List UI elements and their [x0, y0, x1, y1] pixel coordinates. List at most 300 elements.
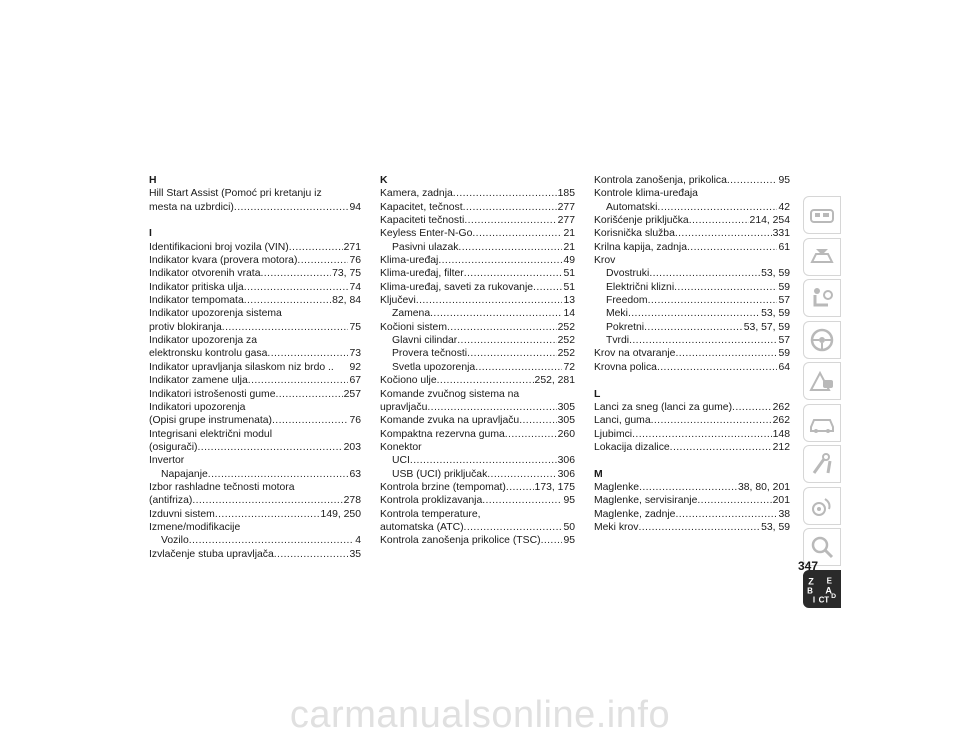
- index-entry: [380, 294, 575, 307]
- index-page-ref: 306: [557, 468, 575, 480]
- dot-leader: [267, 347, 348, 360]
- dot-leader: [248, 374, 349, 387]
- index-entry-text: mesta na uzbrdici): [149, 201, 234, 213]
- index-page-ref: 305: [557, 401, 575, 413]
- index-entry: [594, 241, 790, 254]
- index-entry: [149, 281, 361, 294]
- index-entry-heading: Komande zvučnog sistema na: [380, 388, 520, 400]
- tab-emergency[interactable]: [803, 362, 841, 400]
- phone-music-icon: [808, 493, 836, 519]
- index-page-ref: 173, 175: [534, 481, 575, 493]
- dot-leader: [467, 347, 557, 360]
- dot-leader: [472, 227, 562, 240]
- seat-controls-icon: [808, 285, 836, 311]
- dot-leader: [464, 214, 556, 227]
- index-entry-text: Kapacitet, tečnost: [380, 201, 463, 213]
- index-entry: [594, 441, 790, 454]
- index-page-ref: 214, 254: [749, 215, 790, 227]
- index-page-ref: 53, 59: [761, 268, 790, 280]
- dot-leader: [438, 254, 562, 267]
- index-page-ref: 51: [563, 281, 575, 293]
- index-page-ref: 252: [557, 321, 575, 333]
- index-entry-text: Lokacija dizalice: [594, 441, 670, 453]
- index-page-ref: 74: [349, 281, 361, 293]
- index-entry-text: Maglenke, zadnje: [594, 508, 676, 520]
- steering-wheel-icon: [808, 327, 836, 353]
- index-entry-text: Automatski: [606, 201, 658, 213]
- index-page-ref: 148: [772, 428, 790, 440]
- dot-leader: [463, 201, 557, 214]
- car-service-icon: [808, 410, 836, 436]
- dot-leader: [638, 521, 760, 534]
- index-entry: [594, 428, 790, 441]
- index-entry: [594, 174, 790, 187]
- index-entry: [149, 347, 361, 360]
- dot-leader: [275, 388, 342, 401]
- dot-leader: [649, 267, 760, 280]
- index-entry-text: Lanci za sneg (lanci za gume): [594, 401, 733, 413]
- index-entry-text: Pokretni: [606, 321, 645, 333]
- index-entry: [380, 428, 575, 441]
- index-entry-text: Korišćenje priključka: [594, 215, 689, 227]
- index-page-ref: 271: [343, 241, 361, 253]
- index-entry: [594, 307, 790, 320]
- index-spacer: [594, 374, 790, 387]
- dot-leader: [657, 361, 777, 374]
- index-entry-text: Kontrola zanošenja, prikolica: [594, 175, 727, 186]
- index-entry: [594, 361, 790, 374]
- index-entry: [149, 267, 361, 280]
- index-entry-text: Glavni cilindar: [392, 335, 458, 347]
- dot-leader: [453, 187, 557, 200]
- dot-leader: [272, 414, 348, 427]
- svg-text:C: C: [818, 595, 825, 604]
- index-entry-text: UCI: [392, 455, 410, 467]
- index-letter-heading: M: [594, 468, 603, 480]
- index-page-ref: 42: [778, 201, 790, 213]
- index-entry: [149, 494, 361, 507]
- dot-leader: [648, 294, 778, 307]
- dot-leader: [475, 361, 562, 374]
- index-page-ref: 94: [349, 201, 361, 213]
- svg-text:B: B: [807, 586, 813, 596]
- index-entry: [380, 481, 575, 494]
- index-entry: [594, 414, 790, 427]
- index-entry-text: Tvrdi: [606, 335, 630, 347]
- dot-leader: [541, 534, 563, 547]
- index-page-ref: 38: [778, 508, 790, 520]
- index-entry-text: Napajanje: [161, 468, 208, 480]
- dot-leader: [198, 441, 343, 454]
- index-entry: [149, 374, 361, 387]
- index-entry-text: Lanci, guma: [594, 415, 651, 427]
- tab-dashboard[interactable]: [803, 196, 841, 234]
- index-page-ref: 4: [355, 535, 361, 547]
- index-page-ref: 72: [563, 361, 575, 373]
- index-entry-text: Indikator otvorenih vrata: [149, 268, 261, 280]
- index-page-ref: 14: [563, 308, 575, 320]
- index-entry-text: Keyless Enter-N-Go: [380, 228, 473, 240]
- dot-leader: [651, 414, 772, 427]
- index-page-ref: 82, 84: [332, 295, 361, 307]
- index-entry: [149, 548, 361, 561]
- index-page-ref: 67: [349, 375, 361, 387]
- index-entry: [380, 321, 575, 334]
- index-page-ref: 277: [557, 201, 575, 213]
- svg-text:A: A: [825, 585, 833, 596]
- index-page-ref: 21: [563, 241, 575, 253]
- tab-alphabetical-index[interactable]: [803, 570, 841, 608]
- index-page-ref: 203: [343, 441, 361, 453]
- index-entry-text: Klima-uređaj: [380, 255, 439, 267]
- index-entry-text: Identifikacioni broj vozila (VIN): [149, 241, 289, 253]
- index-entry: [380, 227, 575, 240]
- dot-leader: [457, 334, 556, 347]
- index-entry: [380, 401, 575, 414]
- dot-leader: [689, 214, 749, 227]
- dot-leader: [464, 521, 563, 534]
- tab-service[interactable]: [803, 404, 841, 442]
- index-entry-text: Meki krov: [594, 521, 639, 533]
- index-page-ref: 61: [778, 241, 790, 253]
- dot-leader: [430, 307, 562, 320]
- index-entry: [380, 534, 575, 547]
- index-entry: [149, 361, 361, 374]
- index-entry-text: Krovna polica: [594, 361, 657, 373]
- svg-text:D: D: [831, 592, 837, 600]
- index-entry-heading: Konektor: [380, 441, 422, 453]
- dot-leader: [505, 428, 557, 441]
- index-entry: [149, 254, 361, 267]
- index-entry: [380, 414, 575, 427]
- index-letter-heading: H: [149, 175, 157, 186]
- index-entry-heading: Izmene/modifikacije: [149, 521, 241, 533]
- index-entry: [149, 534, 361, 547]
- index-entry-text: Kapaciteti tečnosti: [380, 215, 465, 227]
- dot-leader: [437, 374, 534, 387]
- index-entry-text: Indikator zamene ulja: [149, 375, 248, 387]
- index-entry-text: USB (UCI) priključak: [392, 468, 488, 480]
- dot-leader: [675, 508, 777, 521]
- index-entry: [594, 201, 790, 214]
- page-number: 347: [798, 559, 819, 573]
- index-entry-heading: Invertor: [149, 455, 185, 467]
- index-entry-text: Kontrola proklizavanja: [380, 495, 483, 507]
- index-entry: [594, 281, 790, 294]
- index-entry: [380, 307, 575, 320]
- index-entry-text: Izduvni sistem: [149, 508, 215, 520]
- dot-leader: [670, 441, 772, 454]
- dot-leader: [244, 281, 349, 294]
- index-page-ref: 75: [349, 321, 361, 333]
- dot-leader: [416, 294, 563, 307]
- index-entry-text: Dvostruki: [606, 268, 650, 280]
- index-entry: [149, 201, 361, 214]
- index-entry-text: (Opisi grupe instrumenata): [149, 415, 273, 427]
- index-entry: [380, 361, 575, 374]
- tab-tools[interactable]: [803, 445, 841, 483]
- index-entry: [149, 414, 361, 427]
- dot-leader: [447, 321, 557, 334]
- index-entry-text: Korisnička služba: [594, 228, 675, 240]
- index-entry: [380, 201, 575, 214]
- index-entry-text: Kočioni sistem: [380, 321, 447, 333]
- dot-leader: [482, 494, 562, 507]
- tab-multimedia[interactable]: [803, 487, 841, 525]
- index-page-ref: 35: [349, 548, 361, 560]
- index-page-ref: 95: [563, 535, 575, 547]
- index-page-ref: 73: [349, 348, 361, 360]
- index-entry-heading: Krov: [594, 255, 616, 267]
- dot-leader: [244, 294, 331, 307]
- svg-text:I: I: [812, 595, 816, 604]
- dot-leader: [674, 281, 777, 294]
- index-entry-heading: Indikatori upozorenja: [149, 401, 246, 413]
- index-page-ref: 252, 281: [534, 375, 575, 387]
- index-spacer: [594, 454, 790, 467]
- alphabet-index-icon: [806, 574, 838, 604]
- index-entry-heading: Integrisani električni modul: [149, 428, 273, 440]
- index-page-ref: 262: [772, 401, 790, 413]
- index-entry-text: Ljubimci: [594, 428, 633, 440]
- index-entry-heading: Indikator upozorenja za: [149, 335, 258, 347]
- index-entry-text: Indikator upravljanja silaskom niz brdo ..: [149, 361, 334, 373]
- index-page-ref: 331: [772, 228, 790, 240]
- index-letter-heading: K: [380, 175, 388, 186]
- index-entry: [149, 294, 361, 307]
- index-entry-text: Freedom: [606, 295, 648, 307]
- dot-leader: [675, 227, 772, 240]
- dot-leader: [697, 494, 771, 507]
- index-page-ref: 50: [563, 521, 575, 533]
- index-entry: [594, 508, 790, 521]
- dot-leader: [289, 241, 343, 254]
- index-page-ref: 21: [563, 228, 575, 240]
- index-entry: [380, 494, 575, 507]
- index-entry-text: Indikator pritiska ulja: [149, 281, 244, 293]
- dot-leader: [234, 201, 349, 214]
- index-page-ref: 51: [563, 268, 575, 280]
- index-entry-text: (antifriza): [149, 495, 193, 507]
- index-entry-text: Kontrola zanošenja prikolice (TSC): [380, 535, 541, 547]
- index-entry: [594, 347, 790, 360]
- index-entry-heading: Kontrola temperature,: [380, 508, 481, 520]
- index-entry-text: elektronsku kontrolu gasa: [149, 348, 268, 360]
- index-entry: [149, 508, 361, 521]
- tools-icon: [808, 451, 836, 477]
- index-entry: [594, 481, 790, 494]
- dot-leader: [189, 534, 354, 547]
- car-dashboard-icon: [808, 202, 836, 228]
- index-page-ref: 53, 59: [761, 521, 790, 533]
- index-column-2: [380, 174, 575, 548]
- dot-leader: [675, 347, 777, 360]
- index-entry: [380, 267, 575, 280]
- index-entry-text: Maglenke: [594, 481, 640, 493]
- index-entry-text: Indikator kvara (provera motora): [149, 255, 298, 267]
- dot-leader: [632, 428, 772, 441]
- index-page-ref: 306: [557, 455, 575, 467]
- index-entry-text: Ključevi: [380, 295, 416, 307]
- index-page-ref: 201: [772, 495, 790, 507]
- index-entry-text: protiv blokiranja: [149, 321, 222, 333]
- index-letter-heading: I: [149, 228, 152, 240]
- index-entry-text: Kompaktna rezervna guma: [380, 428, 505, 440]
- index-entry: [149, 241, 361, 254]
- dot-leader: [687, 241, 777, 254]
- index-page-ref: 49: [563, 255, 575, 267]
- dot-leader: [458, 241, 562, 254]
- index-entry: [380, 521, 575, 534]
- index-entry-text: automatska (ATC): [380, 521, 464, 533]
- index-entry: [380, 241, 575, 254]
- index-entry: [380, 281, 575, 294]
- index-entry-heading: Kontrole klima-uređaja: [594, 188, 698, 200]
- index-entry: [149, 468, 361, 481]
- index-entry: [594, 494, 790, 507]
- index-page-ref: 59: [778, 348, 790, 360]
- index-page-ref: 252: [557, 348, 575, 360]
- index-entry: [594, 401, 790, 414]
- watermark: carmanualsonline.info: [289, 694, 671, 736]
- index-entry-text: Krov na otvaranje: [594, 348, 676, 360]
- index-entry: [594, 321, 790, 334]
- index-entry: [380, 214, 575, 227]
- index-page-ref: 53, 59: [761, 308, 790, 320]
- dot-leader: [732, 401, 772, 414]
- index-page-ref: 64: [778, 361, 790, 373]
- index-page-ref: 252: [557, 335, 575, 347]
- index-column-3: [594, 174, 790, 534]
- index-page-ref: 76: [349, 255, 361, 267]
- index-entry-text: Kontrola brzine (tempomat): [380, 481, 506, 493]
- index-entry: [380, 347, 575, 360]
- magnifier-icon: [808, 534, 836, 560]
- index-entry-text: Zamena: [392, 308, 431, 320]
- tab-driving[interactable]: [803, 321, 841, 359]
- index-entry: [380, 454, 575, 467]
- index-entry: [380, 334, 575, 347]
- index-entry-heading: Izbor rashladne tečnosti motora: [149, 481, 295, 493]
- index-entry-text: Komande zvuka na upravljaču: [380, 415, 520, 427]
- svg-text:Z: Z: [808, 575, 814, 586]
- index-entry: [380, 374, 575, 387]
- index-entry-text: upravljaču: [380, 401, 428, 413]
- index-page-ref: 13: [563, 295, 575, 307]
- index-entry-text: Vozilo: [161, 535, 189, 547]
- car-key-icon: [808, 244, 836, 270]
- index-entry-heading: Indikator upozorenja sistema: [149, 308, 282, 320]
- index-entry: [380, 468, 575, 481]
- dot-leader: [506, 481, 534, 494]
- index-page-ref: 185: [557, 188, 575, 200]
- index-page-ref: 278: [343, 495, 361, 507]
- index-entry-text: Indikator tempomata: [149, 295, 244, 307]
- dot-leader: [628, 307, 760, 320]
- dot-leader: [297, 254, 348, 267]
- index-page-ref: 257: [343, 388, 361, 400]
- index-page-ref: 57: [778, 295, 790, 307]
- index-entry-text: Pasivni ulazak: [392, 241, 459, 253]
- dot-leader: [260, 267, 331, 280]
- index-spacer: [149, 214, 361, 227]
- dot-leader: [427, 401, 556, 414]
- index-page-ref: 76: [349, 415, 361, 427]
- index-entry-text: Svetla upozorenja: [392, 361, 476, 373]
- dot-leader: [215, 508, 320, 521]
- index-entry-heading: Hill Start Assist (Pomoć pri kretanju iz: [149, 188, 322, 200]
- dot-leader: [727, 174, 778, 187]
- index-page-ref: 63: [349, 468, 361, 480]
- index-page-ref: 260: [557, 428, 575, 440]
- dot-leader: [533, 281, 562, 294]
- index-letter-heading: L: [594, 388, 601, 400]
- svg-text:E: E: [826, 575, 832, 585]
- index-page-ref: 59: [778, 281, 790, 293]
- index-entry-text: Krilna kapija, zadnja: [594, 241, 687, 253]
- index-entry: [149, 388, 361, 401]
- index-entry: [380, 187, 575, 200]
- index-page-ref: 262: [772, 415, 790, 427]
- index-page-ref: 73, 75: [332, 268, 361, 280]
- index-entry-text: Meki: [606, 308, 628, 320]
- index-column-1: [149, 174, 361, 561]
- index-entry: [149, 321, 361, 334]
- svg-text:T: T: [824, 595, 830, 604]
- tab-keys[interactable]: [803, 238, 841, 276]
- index-entry-text: Izvlačenje stuba upravljača: [149, 548, 274, 560]
- dot-leader: [222, 321, 349, 334]
- index-page-ref: 53, 57, 59: [743, 321, 790, 333]
- index-page-ref: 95: [563, 495, 575, 507]
- index-entry-text: Kamera, zadnja: [380, 188, 453, 200]
- dot-leader: [410, 454, 557, 467]
- index-entry-text: (osigurači): [149, 441, 198, 453]
- index-entry-text: Provera tečnosti: [392, 348, 468, 360]
- index-entry: [594, 521, 790, 534]
- index-entry: [380, 254, 575, 267]
- index-page-ref: 95: [778, 175, 790, 186]
- dot-leader: [519, 414, 556, 427]
- chapter-tabs: [803, 196, 841, 611]
- index-page-ref: 212: [772, 441, 790, 453]
- index-entry: [149, 441, 361, 454]
- index-page-ref: 277: [557, 215, 575, 227]
- index-entry: [594, 267, 790, 280]
- dot-leader: [464, 267, 563, 280]
- index-entry-text: Klima-uređaj, filter: [380, 268, 464, 280]
- dot-leader: [274, 548, 349, 561]
- index-page-ref: 305: [557, 415, 575, 427]
- dot-leader: [639, 481, 737, 494]
- index-entry: [594, 294, 790, 307]
- dot-leader: [644, 321, 743, 334]
- index-entry-text: Električni klizni: [606, 281, 675, 293]
- index-entry-text: Klima-uređaj, saveti za rukovanje: [380, 281, 534, 293]
- index-page-ref: 149, 250: [320, 508, 361, 520]
- dot-leader: [208, 468, 349, 481]
- warning-triangle-icon: [808, 368, 836, 394]
- dot-leader: [487, 468, 556, 481]
- index-entry-text: Kočiono ulje: [380, 375, 437, 387]
- dot-leader: [629, 334, 777, 347]
- index-entry-text: Maglenke, servisiranje: [594, 495, 698, 507]
- index-page-ref: 92: [349, 361, 361, 373]
- index-page-ref: 38, 80, 201: [738, 481, 790, 493]
- index-entry: [594, 214, 790, 227]
- tab-seats[interactable]: [803, 279, 841, 317]
- index-entry: [594, 227, 790, 240]
